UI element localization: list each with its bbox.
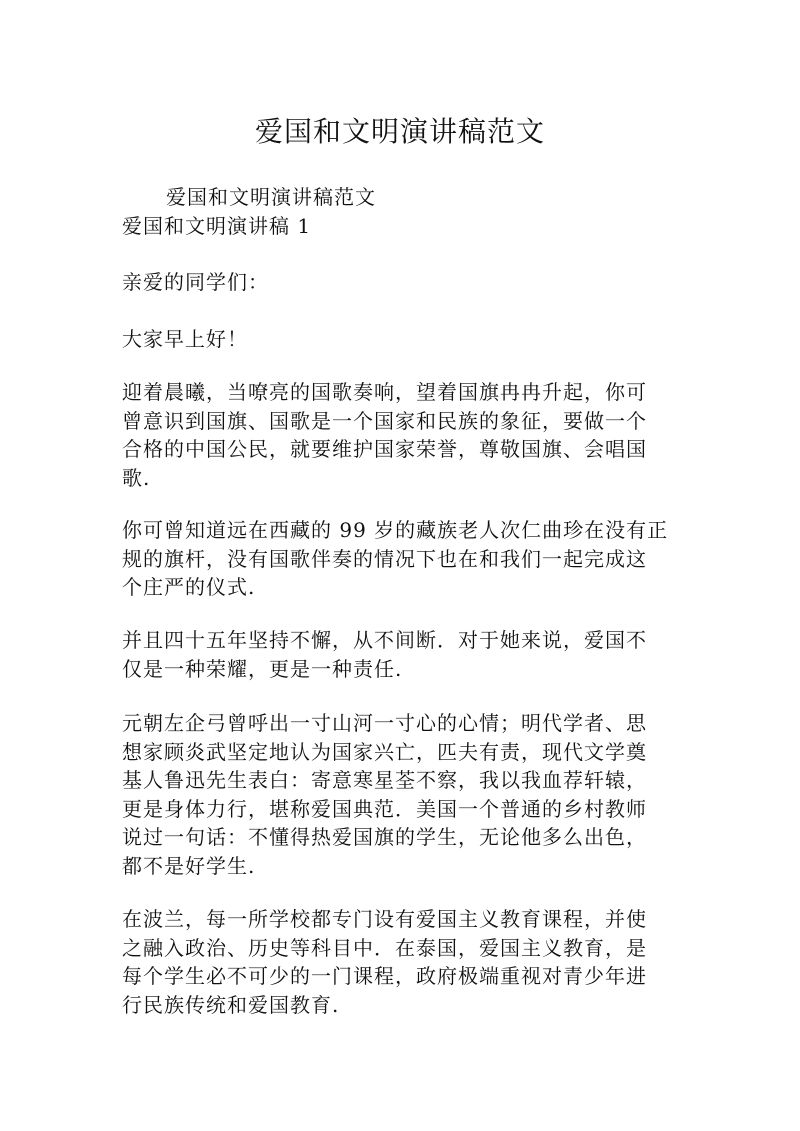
paragraph-line: 每个学生必不可少的一门课程，政府极端重视对青少年进	[122, 964, 647, 989]
paragraph-line: 都不是好学生.	[122, 853, 256, 878]
paragraph-line: 更是身体力行，堪称爱国典范．美国一个普通的乡村教师	[122, 796, 647, 821]
paragraph-line: 之融入政治、历史等科目中．在泰国，爱国主义教育，是	[122, 935, 647, 960]
paragraph-line: 基人鲁迅先生表白：寄意寒星荃不察，我以我血荐轩辕，	[122, 768, 647, 793]
document-title: 爱国和文明演讲稿范文	[254, 115, 545, 148]
salutation-block	[122, 325, 682, 354]
paragraph-line: 迎着晨曦，当嘹亮的国歌奏响，望着国旗冉冉升起，你可	[122, 380, 647, 404]
subtitle: 爱国和文明演讲稿范文	[166, 185, 376, 209]
paragraph-5	[122, 905, 682, 1019]
paragraph-line: 个庄严的仪式.	[122, 575, 256, 600]
paragraph-line: 曾意识到国旗、国歌是一个国家和民族的象征，要做一个	[122, 408, 647, 433]
paragraph-line: 你可曾知道远在西藏的 99 岁的藏族老人次仁曲珍在没有正	[122, 518, 669, 542]
section-heading: 爱国和文明演讲稿 1	[122, 213, 312, 238]
paragraph-line: 歌.	[122, 465, 151, 490]
paragraph-line: 合格的中国公民，就要维护国家荣誉，尊敬国旗、会唱国	[122, 437, 647, 462]
paragraph-line: 仅是一种荣耀，更是一种责任.	[122, 656, 403, 681]
paragraph-1	[122, 378, 682, 492]
greeting-block	[122, 268, 682, 297]
greeting: 亲爱的同学们：	[122, 270, 269, 294]
salutation: 大家早上好！	[122, 327, 248, 351]
paragraph-line: 行民族传统和爱国教育.	[122, 992, 340, 1017]
paragraph-line: 想家顾炎武坚定地认为国家兴亡，匹夫有责，现代文学奠	[122, 739, 647, 764]
paragraph-4	[122, 709, 682, 881]
paragraph-2	[122, 516, 682, 602]
paragraph-line: 元朝左企弓曾呼出一寸山河一寸心的心情；明代学者、思	[122, 711, 647, 735]
paragraph-line: 并且四十五年坚持不懈，从不间断．对于她来说，爱国不	[122, 628, 647, 652]
intro-block	[122, 183, 682, 240]
paragraph-line: 规的旗杆，没有国歌伴奏的情况下也在和我们一起完成这	[122, 546, 647, 571]
paragraph-line: 在波兰，每一所学校都专门设有爱国主义教育课程，并使	[122, 907, 647, 931]
paragraph-line: 说过一句话：不懂得热爱国旗的学生，无论他多么出色，	[122, 825, 647, 850]
paragraph-3	[122, 626, 682, 683]
